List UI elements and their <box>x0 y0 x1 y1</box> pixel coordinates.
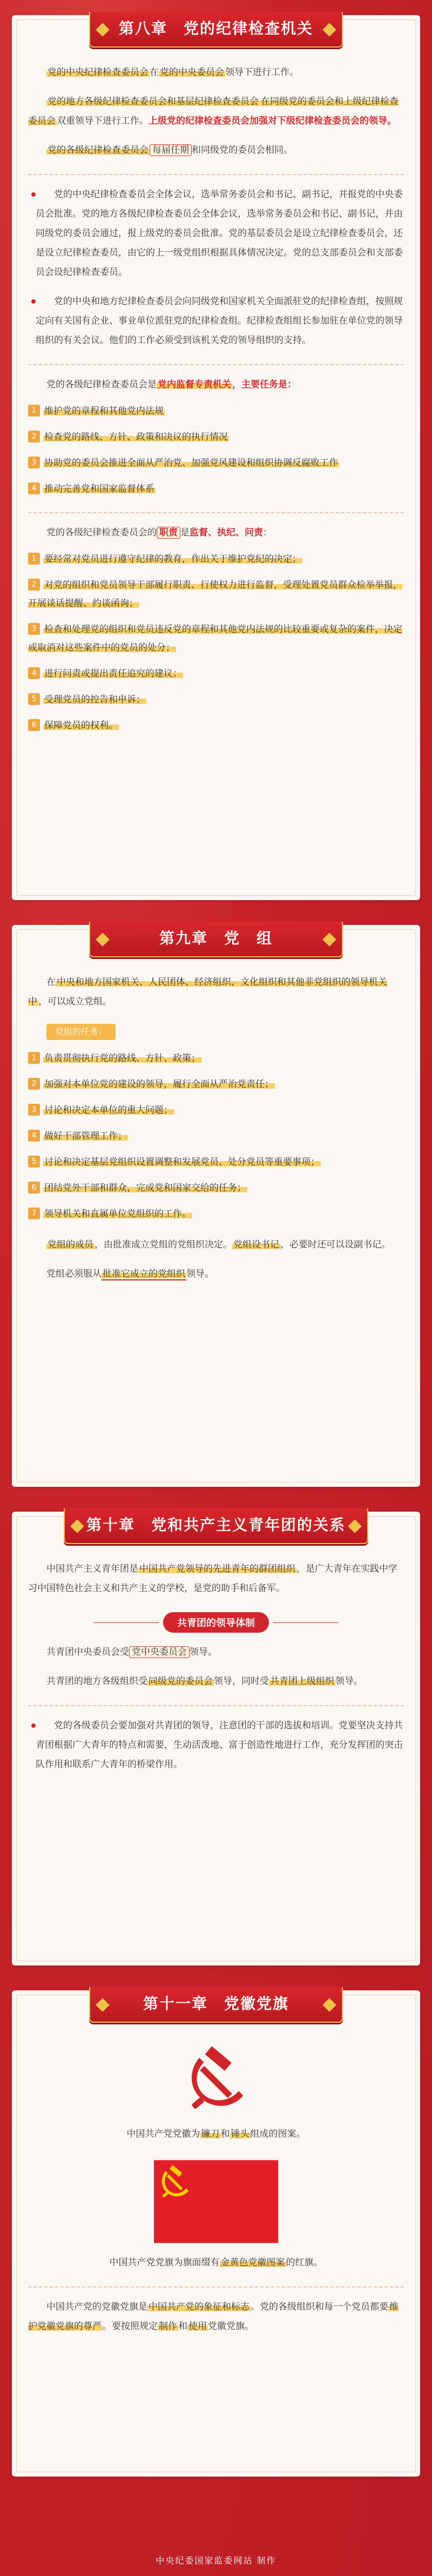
list-item-text: 团结党外干部和群众，完成党和国家交给的任务； <box>44 1183 246 1193</box>
list-item-text: 推动完善党和国家监督体系 <box>44 484 154 494</box>
list-item-text: 维护党的章程和其他党内法规 <box>44 406 164 417</box>
list-item-text: 对党的组织和党员领导干部履行职责、行使权力进行监督，受理处置党员群众检举举报，开展谈话提醒、约谈函询； <box>28 580 402 609</box>
paragraph <box>28 292 404 350</box>
highlight: 党组的成员 <box>48 1239 93 1250</box>
list-item <box>28 402 404 420</box>
text: 中国共产党党旗为旗面缀有 <box>109 2257 220 2268</box>
list-item-text: 做好干部管理工作； <box>44 1131 127 1142</box>
highlight: 同级党的委员会 <box>148 1676 213 1687</box>
text: 中国共产党党徽为 <box>126 2129 200 2139</box>
list-item-text: 加强对本单位党的建设的领导，履行全面从严治党责任； <box>44 1079 274 1090</box>
boxed-term: 职责 <box>157 527 180 539</box>
list-item <box>28 576 404 613</box>
list-item <box>28 665 404 683</box>
divider <box>28 174 404 175</box>
text: 共青团的地方各级组织受 <box>46 1676 147 1687</box>
text: 在 <box>46 977 56 988</box>
list-item <box>28 1179 404 1197</box>
paragraph <box>28 92 404 131</box>
text: 和 <box>220 2129 230 2139</box>
text: ，由批准成立党组的党组织决定。 <box>94 1239 232 1250</box>
tasks-label: 党组的任务： <box>46 1024 116 1040</box>
number-badge: 3 <box>28 1104 40 1116</box>
number-badge: 1 <box>28 553 40 565</box>
number-badge: 4 <box>28 1130 40 1142</box>
section-ch11 <box>12 1990 420 2477</box>
text: 党的各级纪律检查委员会是 <box>46 379 157 390</box>
highlight: 制作 <box>159 2321 177 2332</box>
paragraph <box>28 1672 404 1691</box>
highlight: 党组设书记 <box>233 1239 279 1250</box>
chapter-title: 第十章 党和共产主义青年团的关系 <box>64 1508 368 1544</box>
paragraph <box>28 375 404 394</box>
section-ch8 <box>12 15 420 900</box>
highlight: 党的中央委员会 <box>160 67 224 78</box>
list-item-text: 协助党的委员会推进全面从严治党、加强党风建设和组织协调反腐败工作 <box>44 458 338 468</box>
red-emphasis: 上级党的纪律检查委员会加强对下级纪律检查委员会的领导。 <box>148 116 396 126</box>
number-badge: 2 <box>28 431 40 442</box>
bullet-dot-icon <box>31 1723 36 1728</box>
divider <box>28 2286 404 2287</box>
highlight: 共青团上级组织 <box>270 1676 334 1687</box>
list-item-text: 检查和处理党的组织和党员违反党的章程和其他党内法规的比较重要或复杂的案件，决定或取消对这些案件中的党员的处分； <box>28 624 402 653</box>
text: 领导。 <box>335 1676 363 1687</box>
chapter-title: 第十一章 党徽党旗 <box>89 1987 343 2023</box>
section-header <box>28 15 404 53</box>
paragraph <box>28 2297 404 2336</box>
hammer-sickle-icon <box>178 2041 254 2117</box>
text: 中国共产主义青年团是 <box>46 1564 138 1574</box>
text: 党组必须服从 <box>46 1269 102 1279</box>
number-badge: 6 <box>28 1182 40 1193</box>
list-item <box>28 620 404 657</box>
text: 和同级党的委员会相同。 <box>192 145 293 156</box>
number-badge: 2 <box>28 1078 40 1090</box>
boxed-term: 每届任期 <box>150 144 192 156</box>
list-item <box>28 1049 404 1068</box>
text: 领导。 <box>186 1269 214 1279</box>
section-header <box>28 1990 404 2028</box>
bullet-dot-icon <box>31 192 36 197</box>
party-flag-icon <box>154 2160 278 2243</box>
task-list <box>28 550 404 735</box>
red-emphasis: ，主要任务是： <box>232 379 296 390</box>
list-item <box>28 690 404 709</box>
text: 。要按照规定 <box>103 2321 158 2332</box>
number-badge: 3 <box>28 457 40 468</box>
paragraph <box>28 972 404 1011</box>
text: 。党的各级组织和每一个党员都要 <box>251 2302 388 2312</box>
highlight: 中央和地方国家机关、人民团体、经济组织、文化组织和其他非党组织的领导机关中 <box>28 977 387 1007</box>
text: 党的各级委员会要加强对共青团的领导，注意团的干部的选拔和培训。党要坚决支持共青团根据广大青年的特点和需要，生动活泼地、富于创造性地进行工作，充分发挥团的突击队作用和联系广大青年的桥梁作用。 <box>36 1720 403 1770</box>
text: 领导下进行工作。 <box>225 67 299 78</box>
list-item <box>28 428 404 446</box>
highlight: 金黄色党徽图案 <box>220 2257 285 2268</box>
highlight: 中国共产党的象征和标志 <box>148 2302 249 2312</box>
section-header <box>28 925 404 963</box>
footer-credit: 中央纪委国家监委网站 制作 <box>156 2555 276 2566</box>
emblem-wrap <box>28 2041 404 2117</box>
number-badge: 5 <box>28 1156 40 1168</box>
divider <box>28 364 404 365</box>
number-badge: 6 <box>28 719 40 731</box>
number-badge: 5 <box>28 693 40 705</box>
list-item <box>28 1127 404 1145</box>
list-item <box>28 716 404 735</box>
list-item <box>28 1101 404 1119</box>
list-item <box>28 550 404 568</box>
number-badge: 4 <box>28 482 40 494</box>
list-item <box>28 480 404 498</box>
highlight: 批准它成立的党组织 <box>103 1269 185 1279</box>
paragraph <box>28 1642 404 1662</box>
boxed-term: 党中央委员会 <box>129 1646 190 1658</box>
text: ，是广大青年在实践中学习中国特色社会主义和共产主义的学校，是党的助手和后备军。 <box>28 1564 397 1594</box>
paragraph <box>28 2124 404 2144</box>
list-item-text: 负责贯彻执行党的路线、方针、政策； <box>44 1053 200 1064</box>
text: 党的中央和地方纪律检查委员会向同级党和国家机关全面派驻党的纪律检查组，按照规定向有关国有企业、事业单位派驻党的纪律检查组。纪律检查组组长参加驻在单位党的领导组织的有关会议。他们的工作必须受到该机关党的领导组织的支持。 <box>36 296 403 346</box>
text: ，可以成立党组。 <box>38 996 112 1007</box>
bullet-dot-icon <box>31 299 36 304</box>
highlight: 使用 <box>188 2321 207 2332</box>
list-item-text: 讨论和决定基层党组织设置调整和发展党员、处分党员等重要事项； <box>44 1157 320 1168</box>
text: 是 <box>180 527 190 538</box>
text: 的红旗。 <box>286 2257 323 2268</box>
list-item <box>28 454 404 472</box>
list-item-text: 检查党的路线、方针、政策和决议的执行情况 <box>44 432 228 442</box>
text: 双重领导下进行工作。 <box>57 116 148 126</box>
paragraph <box>28 1264 404 1284</box>
text: 共青团中央委员会受 <box>46 1647 129 1658</box>
highlight: 党的各级纪律检查委员会 <box>48 145 148 156</box>
section-header <box>28 1512 404 1549</box>
highlight: 党内监督专责机关 <box>158 379 231 390</box>
flag-wrap <box>28 2160 404 2243</box>
text: 领导，同时受 <box>214 1676 269 1687</box>
paragraph <box>28 1716 404 1774</box>
list-item-text: 要经常对党员进行遵守纪律的教育，作出关于维护党纪的决定； <box>44 554 301 565</box>
paragraph <box>28 63 404 82</box>
divider <box>28 1705 404 1706</box>
paragraph <box>28 523 404 542</box>
highlight: 镰刀 <box>201 2129 220 2139</box>
list-item-text: 保障党员的权利。 <box>44 720 118 731</box>
text: 党的各级纪律检查委员会的 <box>46 527 157 538</box>
text: ： <box>263 527 272 538</box>
number-badge: 1 <box>28 1052 40 1064</box>
task-list <box>28 402 404 498</box>
text: 和 <box>178 2321 187 2332</box>
text: 党的中央纪律检查委员会全体会议，选举常务委员会和书记、副书记，并报党的中央委员会批准。党的地方各级纪律检查委员会全体会议，选举常务委员会和书记、副书记，并由同级党的委员会通过，报上级党的委员会批准。党的基层委员会是设立纪律检查委员会，还是设立纪律检查委员，由它的上一级党组织根据具体情况决定。党的总支部委员会和支部委员会设纪律检查委员。 <box>36 189 403 278</box>
highlight: 党的中央纪律检查委员会 <box>48 67 148 78</box>
list-item <box>28 1075 404 1094</box>
paragraph <box>28 1559 404 1598</box>
number-badge: 1 <box>28 405 40 417</box>
ribbon-label: 共青团的领导体制 <box>163 1612 269 1633</box>
text: 中国共产党的党徽党旗是 <box>46 2302 147 2312</box>
paragraph <box>28 140 404 160</box>
text: ，必要时还可以设副书记。 <box>280 1239 390 1250</box>
section-ch10 <box>12 1512 420 1965</box>
paragraph <box>28 1235 404 1255</box>
section-ch9 <box>12 925 420 1487</box>
highlight: 在同级党的委员会和上级纪律检查委员会 <box>28 96 399 126</box>
text: 组成的图案。 <box>250 2129 306 2139</box>
list-item-text: 受理党员的控告和申诉； <box>44 694 145 705</box>
list-item-text: 进行问责或提出责任追究的建议； <box>44 668 182 679</box>
highlight: 中国共产党领导的先进青年的群团组织 <box>139 1564 295 1574</box>
highlight: 维护党徽党旗的尊严 <box>28 2302 399 2332</box>
highlight: 锤头 <box>231 2129 249 2139</box>
highlight: 党的地方各级纪律检查委员会和基层纪律检查委员会 <box>48 96 259 107</box>
number-badge: 4 <box>28 667 40 679</box>
ribbon-title <box>28 1612 404 1633</box>
chapter-title: 第八章 党的纪律检查机关 <box>89 12 343 48</box>
text: 领导。 <box>190 1647 217 1658</box>
list-item <box>28 1153 404 1171</box>
list-item <box>28 1205 404 1223</box>
list-item-text: 讨论和决定本单位的重大问题； <box>44 1105 173 1116</box>
number-badge: 2 <box>28 579 40 591</box>
paragraph <box>28 1022 404 1042</box>
task-list <box>28 1049 404 1223</box>
paragraph <box>28 185 404 282</box>
paragraph <box>28 2253 404 2272</box>
divider <box>28 512 404 513</box>
number-badge: 7 <box>28 1208 40 1219</box>
text: 党徽党旗。 <box>208 2321 254 2332</box>
chapter-title: 第九章 党 组 <box>89 922 343 957</box>
list-item-text: 领导机关和直属单位党组织的工作。 <box>44 1209 191 1219</box>
number-badge: 3 <box>28 623 40 635</box>
text: 在 <box>150 67 159 78</box>
red-emphasis: 监督、执纪、问责 <box>190 527 263 538</box>
